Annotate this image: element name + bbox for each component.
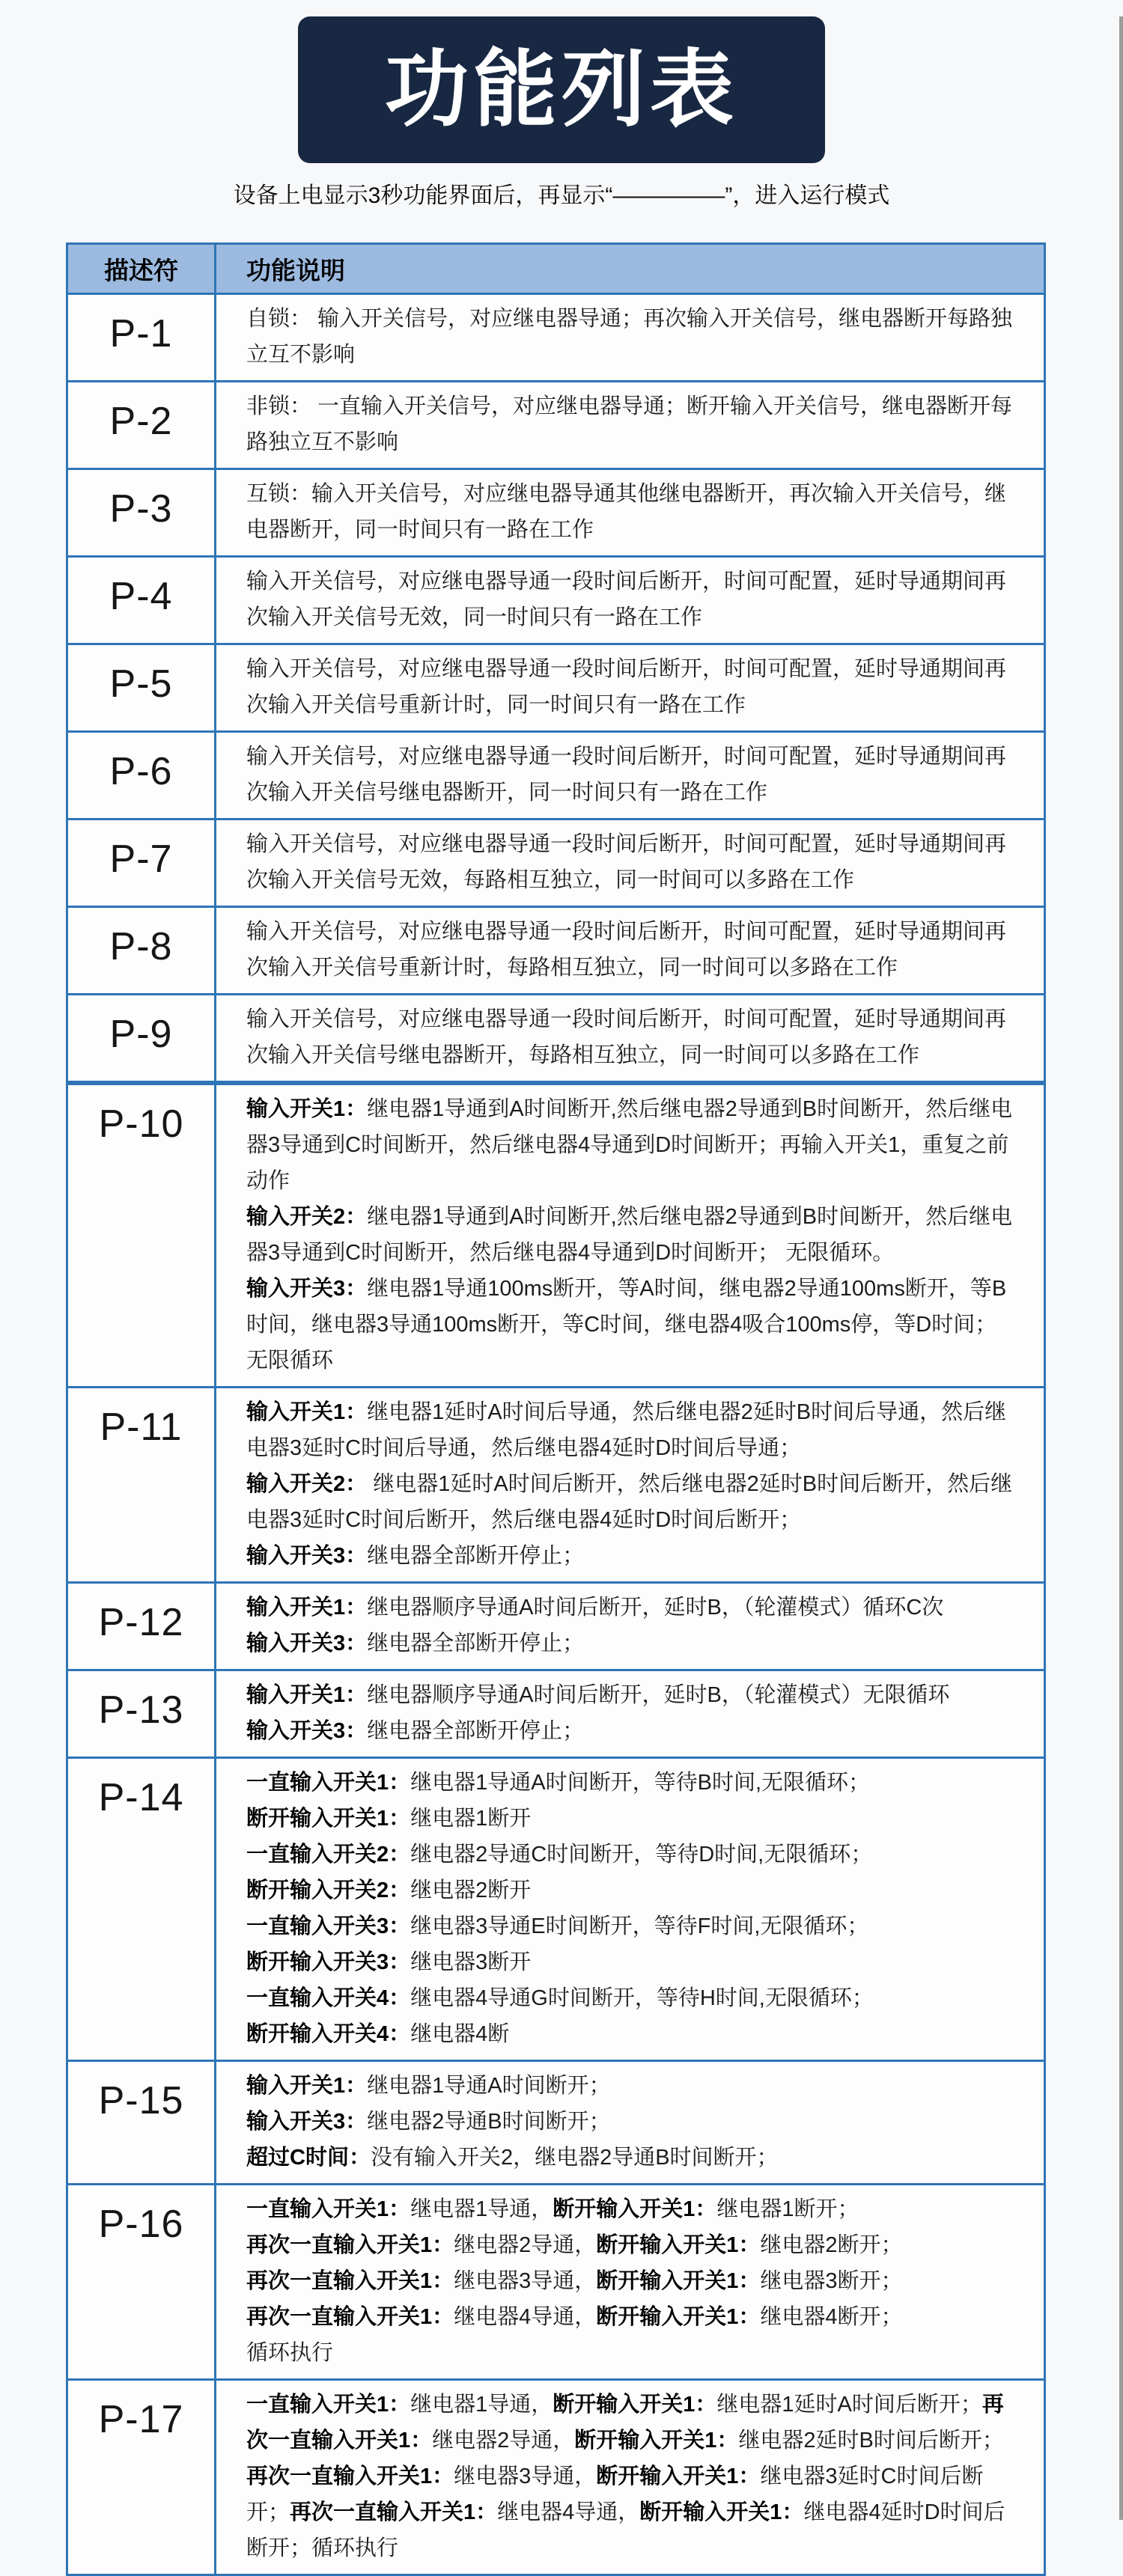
descriptor-cell: P-9 — [68, 995, 216, 1081]
description-paragraph: 再次一直输入开关1：继电器2导通，断开输入开关1：继电器2断开； — [246, 2233, 903, 2257]
descriptor-cell: P-17 — [68, 2381, 216, 2574]
description-cell — [216, 1759, 1044, 2060]
description-paragraph: 断开输入开关4：继电器4断 — [246, 2022, 510, 2046]
description-cell — [216, 558, 1044, 643]
description-paragraph: 输入开关1：继电器顺序导通A时间后断开，延时B，（轮灌模式）无限循环 — [246, 1683, 950, 1707]
description-cell — [216, 995, 1044, 1081]
table-row — [68, 993, 1044, 1081]
description-cell — [216, 470, 1044, 555]
description-paragraph: 非锁： 一直输入开关信号，对应继电器导通；断开输入开关信号，继电器断开每路独立互不影响 — [246, 394, 1013, 454]
table-row — [68, 643, 1044, 730]
description-cell — [216, 733, 1044, 818]
table-row — [68, 380, 1044, 468]
description-paragraph: 输入开关1：继电器1导通A时间断开； — [246, 2074, 611, 2098]
subtitle-text: 设备上电显示3秒功能界面后，再显示“—————”，进入运行模式 — [233, 183, 890, 208]
description-paragraph: 输入开关信号，对应继电器导通一段时间后断开，时间可配置，延时导通期间再次输入开关信号无效，每路相互独立，同一时间可以多路在工作 — [246, 832, 1007, 892]
description-paragraph: 输入开关信号，对应继电器导通一段时间后断开，时间可配置，延时导通期间再次输入开关信号重新计时，每路相互独立，同一时间可以多路在工作 — [246, 920, 1007, 980]
table-row — [68, 555, 1044, 643]
descriptor-cell: P-12 — [68, 1584, 216, 1669]
description-paragraph: 再次一直输入开关1：继电器4导通，断开输入开关1：继电器4断开； — [246, 2305, 903, 2329]
table-row — [68, 468, 1044, 555]
table-row — [68, 1386, 1044, 1581]
table-row — [68, 1669, 1044, 1756]
function-table — [66, 242, 1046, 2576]
descriptor-cell: P-4 — [68, 558, 216, 643]
descriptor-cell: P-11 — [68, 1388, 216, 1581]
description-paragraph: 断开输入开关2：继电器2断开 — [246, 1878, 532, 1902]
description-paragraph: 输入开关2：继电器1导通到A时间断开,然后继电器2导通到B时间断开，然后继电器3导通到C时间断开，然后继电器4导通到D时间断开； 无限循环。 — [246, 1205, 1013, 1265]
description-cell — [216, 382, 1044, 468]
description-paragraph: 输入开关3：继电器全部断开停止； — [246, 1544, 585, 1568]
title-banner — [298, 16, 825, 163]
table-row — [68, 1581, 1044, 1669]
descriptor-cell: P-16 — [68, 2185, 216, 2378]
description-paragraph: 循环执行 — [246, 2341, 334, 2365]
table-row — [68, 2378, 1044, 2574]
descriptor-cell: P-3 — [68, 470, 216, 555]
table-row — [68, 295, 1044, 380]
table-row — [68, 2060, 1044, 2183]
description-paragraph: 一直输入开关2：继电器2导通C时间断开，等待D时间,无限循环； — [246, 1843, 873, 1867]
description-paragraph: 输入开关3：继电器全部断开停止； — [246, 1632, 585, 1655]
description-paragraph: 输入开关3：继电器全部断开停止； — [246, 1719, 585, 1743]
description-paragraph: 输入开关信号，对应继电器导通一段时间后断开，时间可配置，延时导通期间再次输入开关信号无效，同一时间只有一路在工作 — [246, 570, 1007, 629]
description-paragraph: 一直输入开关4：继电器4导通G时间断开，等待H时间,无限循环； — [246, 1986, 874, 2010]
description-cell — [216, 2185, 1044, 2378]
table-row — [68, 818, 1044, 906]
table-row — [68, 1756, 1044, 2060]
description-paragraph: 输入开关1：继电器1导通到A时间断开,然后继电器2导通到B时间断开，然后继电器3导通到C时间断开，然后继电器4导通到D时间断开；再输入开关1，重复之前动作 — [246, 1097, 1013, 1193]
descriptor-cell: P-10 — [68, 1085, 216, 1386]
description-paragraph: 输入开关3：继电器1导通100ms断开，等A时间，继电器2导通100ms断开，等B时间，继电器3导通100ms断开，等C时间，继电器4吸合100ms停，等D时间；无限循环 — [246, 1277, 1007, 1373]
page-title: 功能列表 — [385, 43, 738, 136]
descriptor-cell: P-2 — [68, 382, 216, 468]
table-row — [68, 730, 1044, 818]
description-cell — [216, 2381, 1044, 2574]
description-paragraph: 断开输入开关3：继电器3断开 — [246, 1950, 532, 1974]
description-paragraph: 超过C时间：没有输入开关2，继电器2导通B时间断开； — [246, 2146, 779, 2170]
description-paragraph: 一直输入开关1：继电器1导通A时间断开，等待B时间,无限循环； — [246, 1771, 871, 1795]
table-row — [68, 2183, 1044, 2378]
table-body — [68, 295, 1044, 2574]
description-paragraph: 输入开关2： 继电器1延时A时间后断开，然后继电器2延时B时间后断开，然后继电器3延时C时间后断开，然后继电器4延时D时间后断开； — [246, 1472, 1013, 1532]
scrollbar[interactable] — [1119, 16, 1123, 2520]
descriptor-cell: P-13 — [68, 1671, 216, 1756]
description-paragraph: 再次一直输入开关1：继电器3导通，断开输入开关1：继电器3断开； — [246, 2269, 903, 2293]
description-paragraph: 输入开关信号，对应继电器导通一段时间后断开，时间可配置，延时导通期间再次输入开关信号重新计时，同一时间只有一路在工作 — [246, 657, 1007, 717]
description-cell — [216, 1671, 1044, 1756]
description-paragraph: 自锁： 输入开关信号，对应继电器导通；再次输入开关信号，继电器断开每路独立互不影响 — [246, 307, 1013, 367]
description-paragraph: 输入开关信号，对应继电器导通一段时间后断开，时间可配置，延时导通期间再次输入开关信号继电器断开，同一时间只有一路在工作 — [246, 745, 1007, 805]
descriptor-cell: P-14 — [68, 1759, 216, 2060]
description-cell — [216, 1085, 1044, 1386]
descriptor-cell: P-6 — [68, 733, 216, 818]
descriptor-cell: P-7 — [68, 820, 216, 906]
description-cell — [216, 1388, 1044, 1581]
description-paragraph: 一直输入开关3：继电器3导通E时间断开，等待F时间,无限循环； — [246, 1914, 869, 1938]
table-header-row — [68, 245, 1044, 295]
description-cell — [216, 1584, 1044, 1669]
header-function-description: 功能说明 — [246, 256, 345, 284]
description-paragraph: 一直输入开关1：继电器1导通，断开输入开关1：继电器1断开； — [246, 2197, 859, 2221]
description-paragraph: 输入开关3：继电器2导通B时间断开； — [246, 2110, 611, 2134]
description-cell — [216, 295, 1044, 380]
description-cell — [216, 820, 1044, 906]
descriptor-cell: P-5 — [68, 645, 216, 730]
description-paragraph: 输入开关信号，对应继电器导通一段时间后断开，时间可配置，延时导通期间再次输入开关信号继电器断开，每路相互独立，同一时间可以多路在工作 — [246, 1007, 1007, 1067]
description-paragraph: 互锁：输入开关信号，对应继电器导通其他继电器断开，再次输入开关信号，继电器断开，同一时间只有一路在工作 — [246, 482, 1007, 542]
description-cell — [216, 2062, 1044, 2183]
description-cell — [216, 645, 1044, 730]
descriptor-cell: P-1 — [68, 295, 216, 380]
description-paragraph: 断开输入开关1：继电器1断开 — [246, 1807, 532, 1831]
table-row — [68, 1081, 1044, 1386]
header-descriptor: 描述符 — [68, 245, 216, 293]
description-paragraph: 输入开关1：继电器顺序导通A时间后断开，延时B，（轮灌模式）循环C次 — [246, 1596, 944, 1620]
description-cell — [216, 908, 1044, 993]
description-paragraph: 一直输入开关1：继电器1导通，断开输入开关1：继电器1延时A时间后断开；再次一直输入开关1：继电器2导通，断开输入开关1：继电器2延时B时间后断开；再次一直输入开关1：继电器3导通，断开输入开关1：继电器3延时C时间后断开；再次一直输入开关1：继电器4导通，断开输入开关1：继电器4延时D时间后断开；循环执行 — [246, 2393, 1005, 2560]
description-paragraph: 输入开关1：继电器1延时A时间后导通，然后继电器2延时B时间后导通，然后继电器3延时C时间后导通，然后继电器4延时D时间后导通； — [246, 1400, 1007, 1460]
table-row — [68, 906, 1044, 993]
descriptor-cell: P-8 — [68, 908, 216, 993]
descriptor-cell: P-15 — [68, 2062, 216, 2183]
